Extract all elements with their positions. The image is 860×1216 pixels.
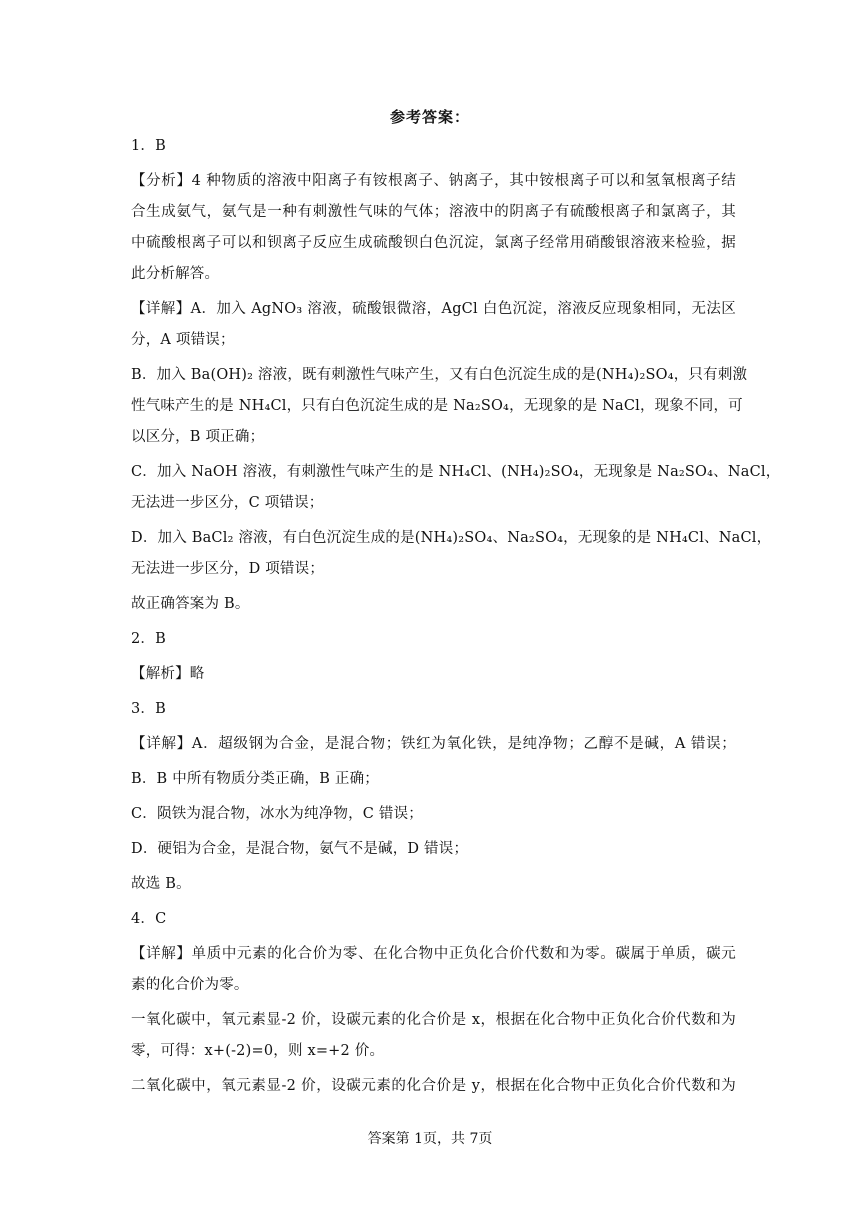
text-line: D．加入 BaCl₂ 溶液，有白色沉淀生成的是(NH₄)₂SO₄、Na₂SO₄，无现象的是 NH₄Cl、NaCl， bbox=[131, 530, 772, 546]
text-line: 以区分，B 项正确； bbox=[131, 429, 265, 445]
text-line: 无法进一步区分，C 项错误； bbox=[131, 495, 324, 511]
text-line: 此分析解答。 bbox=[131, 266, 220, 282]
text-line: 3．B bbox=[131, 701, 166, 717]
text-line: 【详解】A．加入 AgNO₃ 溶液，硫酸银微溶，AgCl 白色沉淀，溶液反应现象相同，无法区 bbox=[131, 301, 736, 317]
text-line: 合生成氨气，氨气是一种有刺激性气味的气体；溶液中的阴离子有硫酸根离子和氯离子，其 bbox=[131, 204, 736, 220]
text-line: 性气味产生的是 NH₄Cl，只有白色沉淀生成的是 Na₂SO₄，无现象的是 NaCl，现象不同，可 bbox=[131, 398, 743, 414]
text-line: 故选 B。 bbox=[131, 876, 191, 892]
text-line: D．硬铝为合金，是混合物，氨气不是碱，D 错误； bbox=[131, 841, 469, 857]
text-line: 【详解】A．超级钢为合金，是混合物；铁红为氧化铁，是纯净物；乙醇不是碱，A 错误； bbox=[131, 736, 736, 752]
text-line: 无法进一步区分，D 项错误； bbox=[131, 561, 325, 577]
text-line: 1．B bbox=[131, 138, 166, 154]
text-line: 零，可得：x+(-2)=0，则 x=+2 价。 bbox=[131, 1043, 385, 1059]
page-title: 参考答案： bbox=[389, 108, 470, 126]
text-line: 4．C bbox=[131, 911, 167, 927]
text-line: 二氧化碳中，氧元素显-2 价，设碳元素的化合价是 y，根据在化合物中正负化合价代数和为 bbox=[131, 1078, 736, 1094]
text-line: C．加入 NaOH 溶液，有刺激性气味产生的是 NH₄Cl、(NH₄)₂SO₄，无现象是 Na₂SO₄、NaCl， bbox=[131, 464, 781, 480]
text-line: 素的化合价为零。 bbox=[131, 977, 249, 993]
page-footer: 答案第 1页，共 7页 bbox=[367, 1131, 493, 1147]
text-line: 分，A 项错误； bbox=[131, 332, 235, 348]
text-line: 中硫酸根离子可以和钡离子反应生成硫酸钡白色沉淀，氯离子经常用硝酸银溶液来检验，据 bbox=[131, 235, 736, 251]
text-line: B．B 中所有物质分类正确，B 正确； bbox=[131, 771, 379, 787]
text-line: 【分析】4 种物质的溶液中阳离子有铵根离子、钠离子，其中铵根离子可以和氢氧根离子结 bbox=[131, 173, 736, 189]
text-line: C．陨铁为混合物，冰水为纯净物，C 错误； bbox=[131, 806, 423, 822]
text-line: 一氧化碳中，氧元素显-2 价，设碳元素的化合价是 x，根据在化合物中正负化合价代数和为 bbox=[131, 1012, 736, 1028]
text-line: 故正确答案为 B。 bbox=[131, 596, 250, 612]
text-line: 【详解】单质中元素的化合价为零、在化合物中正负化合价代数和为零。碳属于单质，碳元 bbox=[131, 946, 736, 962]
answer-body bbox=[131, 131, 781, 1102]
text-line: B．加入 Ba(OH)₂ 溶液，既有刺激性气味产生，又有白色沉淀生成的是(NH₄)₂SO₄，只有刺激 bbox=[131, 367, 748, 383]
text-line: 2．B bbox=[131, 631, 166, 647]
text-line: 【解析】略 bbox=[131, 666, 205, 682]
